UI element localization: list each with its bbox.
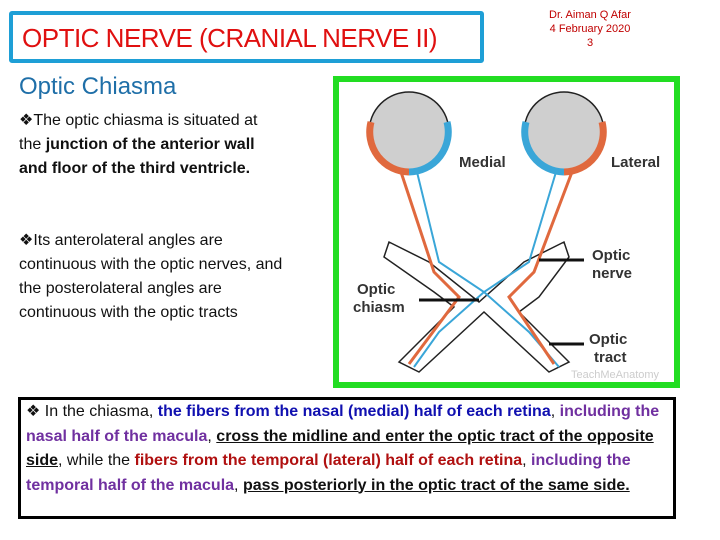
bullet-text: Its anterolateral angles are continuous with the optic nerves, and the posterolateral angles are continuous with the optic tracts (19, 232, 283, 321)
label-optic-chiasm-2: chiasm (353, 299, 405, 316)
title-box (9, 11, 484, 63)
page-number: 3 (586, 37, 594, 49)
nasal-fibers-text: the fibers from the nasal (medial) half of each retina (157, 403, 551, 420)
summary-text: , while the (58, 452, 135, 469)
date: 4 February 2020 (549, 23, 631, 35)
ipsilateral-text: pass posteriorly in the optic tract of the same side. (242, 476, 630, 494)
bullet-marker: ❖ (19, 112, 34, 129)
slide-title: OPTIC NERVE (CRANIAL NERVE II) (22, 23, 438, 53)
label-optic-nerve-1: Optic (592, 247, 631, 264)
bullet-marker: ❖ (19, 232, 34, 249)
comma: , (207, 427, 212, 445)
optic-chiasm-figure (333, 76, 680, 388)
temporal-macula-text: including the temporal half of the macula (26, 452, 631, 494)
comma: , (550, 403, 556, 420)
label-medial: Medial (459, 154, 506, 171)
slide-meta (535, 8, 645, 50)
comma: , (522, 452, 527, 469)
author: Dr. Aiman Q Afar (549, 9, 631, 21)
watermark: TeachMeAnatomy (571, 369, 660, 381)
bullet-1 (19, 109, 284, 181)
label-optic-tract-2: tract (594, 349, 627, 366)
nasal-macula-text: including the nasal half of the macula (26, 403, 660, 445)
summary-text: In the chiasma, (40, 403, 158, 420)
bullet-bold-text: junction of the anterior wall and floor of the third ventricle. (19, 136, 255, 177)
temporal-fibers-text: fibers from the temporal (lateral) half of each retina (134, 452, 523, 469)
chiasm-diagram (339, 82, 674, 382)
bullet-text: The optic chiasma is situated at the (19, 112, 258, 153)
label-optic-tract-1: Optic (589, 331, 628, 348)
label-optic-chiasm-1: Optic (357, 281, 396, 298)
bullet-marker: ❖ (26, 403, 41, 420)
summary-box (18, 397, 676, 519)
crossing-text: cross the midline and enter the optic tract of the opposite side (26, 427, 654, 469)
left-temporal-fibers (401, 172, 459, 364)
section-title: Optic Chiasma (19, 73, 177, 100)
label-optic-nerve-2: nerve (592, 265, 633, 282)
comma: , (234, 476, 239, 494)
label-lateral: Lateral (611, 154, 661, 171)
bullet-2 (19, 229, 284, 325)
